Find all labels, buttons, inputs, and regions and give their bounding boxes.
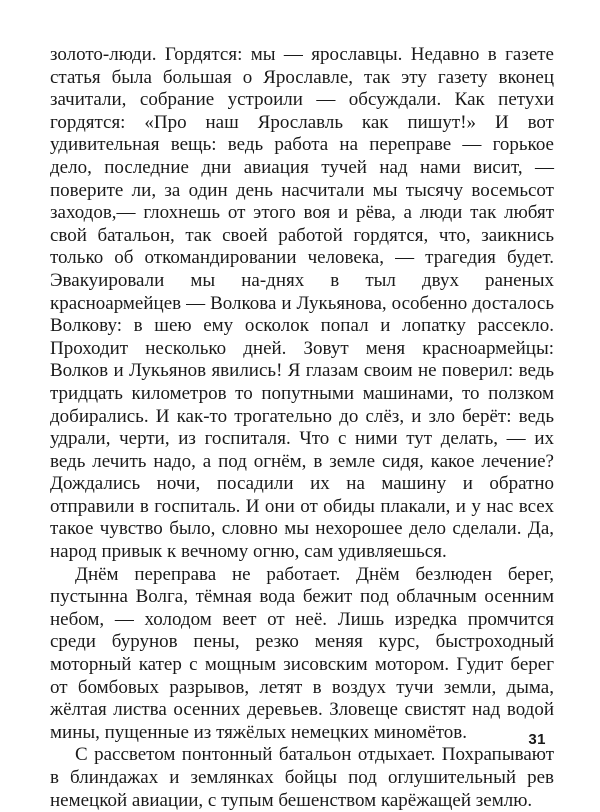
paragraph-1: золото-люди. Гордятся: мы — ярославцы. Недавно в газете статья была большая о Ярославле, так эту газету вконец зачитали, собрание устроили — обсуждали. Как петухи гордятся: «Про наш Ярославль как пишут!» И вот удивительная вещь: ведь работа на переправе — горькое дело, последние дни авиация тучей над нами висит, — поверите ли, за один день насчитали мы тысячу восемьсот заходов,— глохнешь от этого воя и рёва, а люди так любят свой батальон, так своей работой гордятся, что, заикнись только об откомандировании человека, — трагедия будет. Эвакуировали мы на-днях в тыл двух раненых красноармейцев — Волкова и Лукьянова, особенно досталось Волкову: в шею ему осколок попал и лопатку рассекло. Проходит несколько дней. Зовут меня красноармейцы: Волков и Лукьянов явились! Я глазам своим не поверил: ведь тридцать километров то попутными машинами, то ползком добирались. И как-то трогательно до слёз, и зло берёт: ведь удрали, черти, из госпиталя. Что с ними тут делать, — их ведь лечить надо, а под огнём, в земле сидя, какое лечение? Дождались ночи, посадили их на машину и обратно отправили в госпиталь. И они от обиды плакали, и у нас всех такое чувство было, словно мы нехорошее дело сделали. Да, народ привык к вечному огню, сам удивляешься. <box>50 44 554 563</box>
text-column <box>50 44 554 812</box>
paragraph-3: С рассветом понтонный батальон отдыхает. Похрапывают в блиндажах и землянках бойцы под оглушительный рев немецкой авиации, с тупым бешенством карёжащей землю. <box>50 744 554 811</box>
paragraph-2: Днём переправа не работает. Днём безлюден берег, пустынна Волга, тёмная вода бежит под облачным осенним небом, — холодом веет от неё. Лишь изредка промчится среди бурунов пены, резко меняя курс, быстроходный моторный катер с мощным зисовским мотором. Гудит берег от бомбовых разрывов, летят в воздух тучи земли, дыма, жёлтая листва осенних деревьев. Зловеще свистят над водой мины, пущенные из тяжёлых немецких миномётов. <box>50 563 554 743</box>
page-body <box>50 44 554 812</box>
page-number: 31 <box>528 731 546 748</box>
